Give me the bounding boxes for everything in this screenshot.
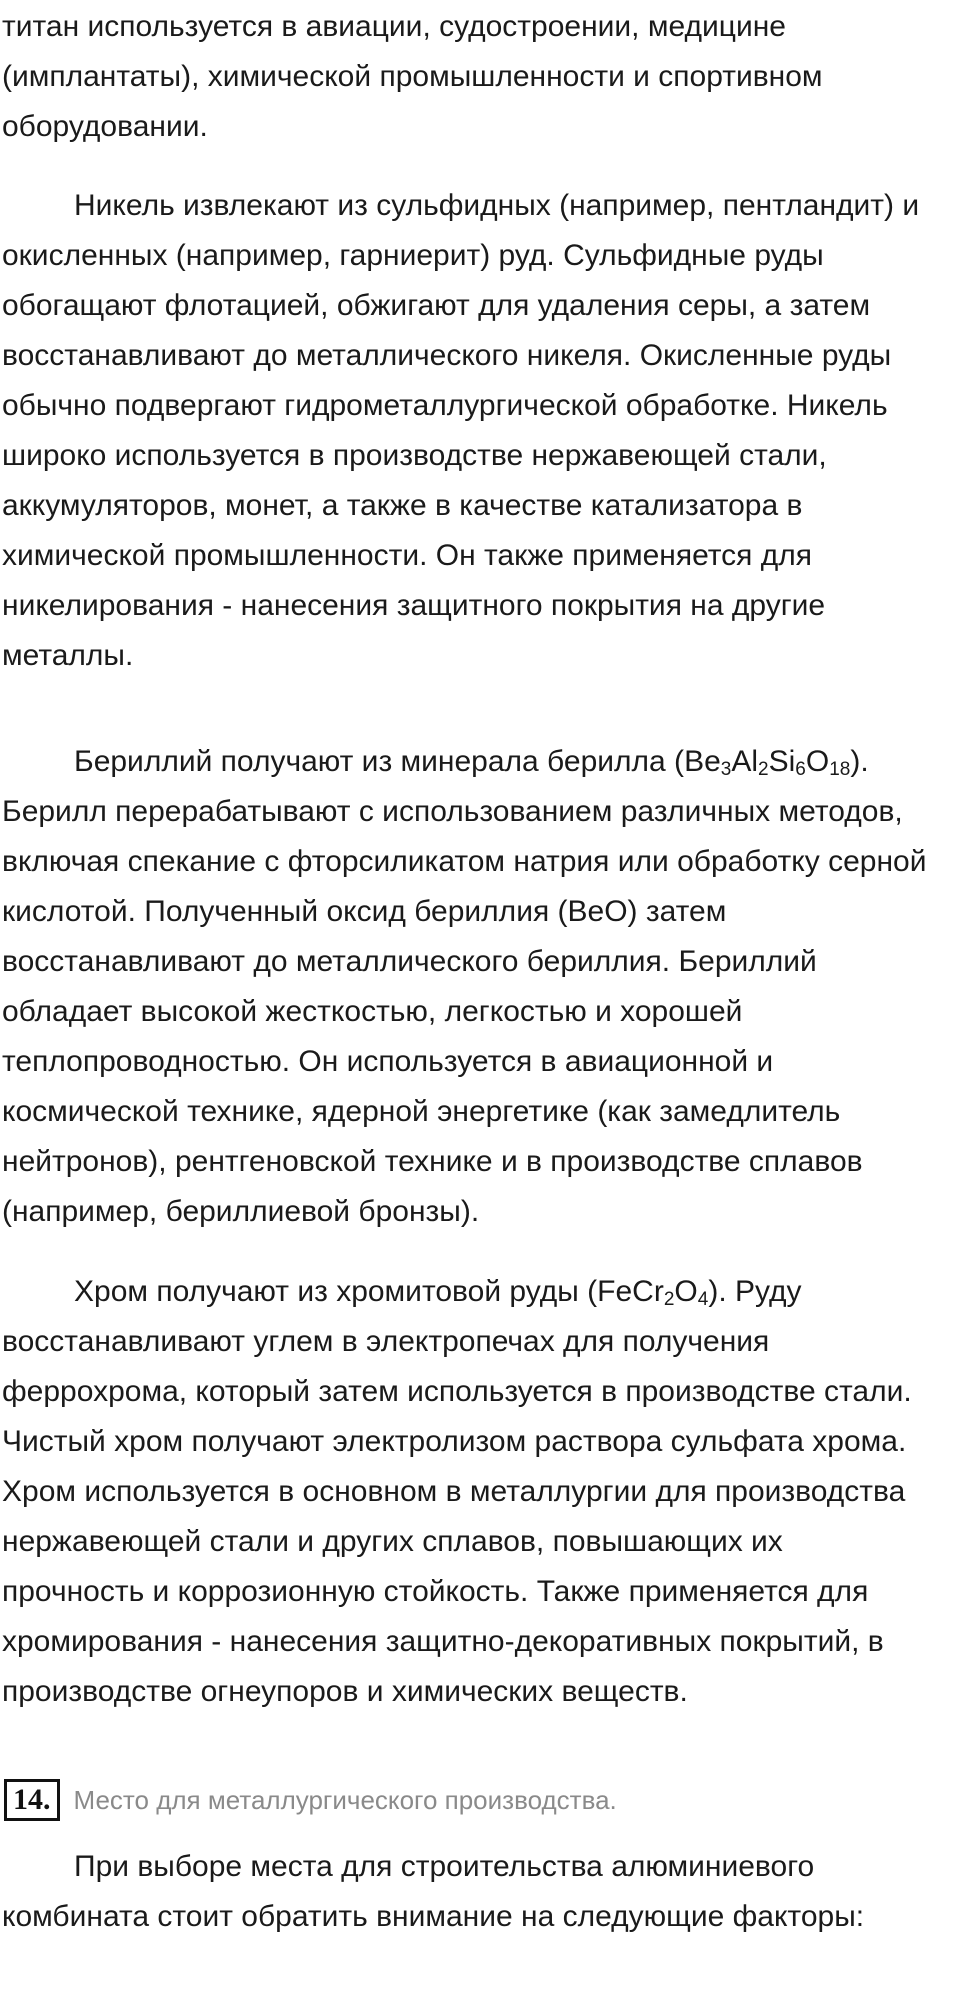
beryl-formula: $Be_3Al_2Si_6O_{18}$ (684, 745, 851, 780)
paragraph-beryllium (2, 737, 932, 1237)
paragraph-titanium-uses: титан используется в авиации, судостроении, медицине (имплантаты), химической промышленности и спортивном оборудовании. (2, 10, 823, 143)
paragraph-plant-location: При выборе места для строительства алюминиевого комбината стоит обратить внимание на следующие факторы: (2, 1850, 865, 1933)
task-title: Место для металлургического производства. (73, 1784, 617, 1815)
beryllium-text-start: Бериллий получают из минерала берилла ( (74, 745, 685, 778)
beryllium-text-end: ). Берилл перерабатывают с использованием различных методов, включая спекание с фторсиликатом натрия или обработку серной кислотой. Полученный оксид бериллия (BeO) затем восстанавливают до металлического бериллия. Бериллий обладает высокой жесткостью, легкостью и хорошей теплопроводностью. Он используется в авиационной и космической технике, ядерной энергетике (как замедлитель нейтронов), рентгеновской технике и в производстве сплавов (например, бериллиевой бронзы). (2, 745, 927, 1228)
paragraph-nickel: Никель извлекают из сульфидных (например, пентландит) и окисленных (например, гарниерит) руд. Сульфидные руды обогащают флотацией, обжигают для удаления серы, а затем восстанавливают до металлического никеля. Окисленные руды обычно подвергают гидрометаллургической обработке. Никель широко используется в производстве нержавеющей стали, аккумуляторов, монет, а также в качестве катализатора в химической промышленности. Он также применяется для никелирования - нанесения защитного покрытия на другие металлы. (2, 189, 920, 672)
chromium-text-end: ). Руду восстанавливают углем в электропечах для получения феррохрома, который затем используется в производстве стали. Чистый хром получают электролизом раствора сульфата хрома. Хром используется в основном в металлургии для производства нержавеющей стали и других сплавов, повышающих их прочность и коррозионную стойкость. Также применяется для хромирования - нанесения защитно-декоративных покрытий, в производстве огнеупоров и химических веществ. (2, 1275, 912, 1708)
task-number-badge: 14. (4, 1779, 60, 1821)
chromium-text-start: Хром получают из хромитовой руды ( (74, 1275, 598, 1308)
paragraph-chromium (2, 1267, 932, 1717)
task-heading (4, 1777, 617, 1823)
chromite-formula: $FeCr_2O_4$ (597, 1275, 709, 1310)
